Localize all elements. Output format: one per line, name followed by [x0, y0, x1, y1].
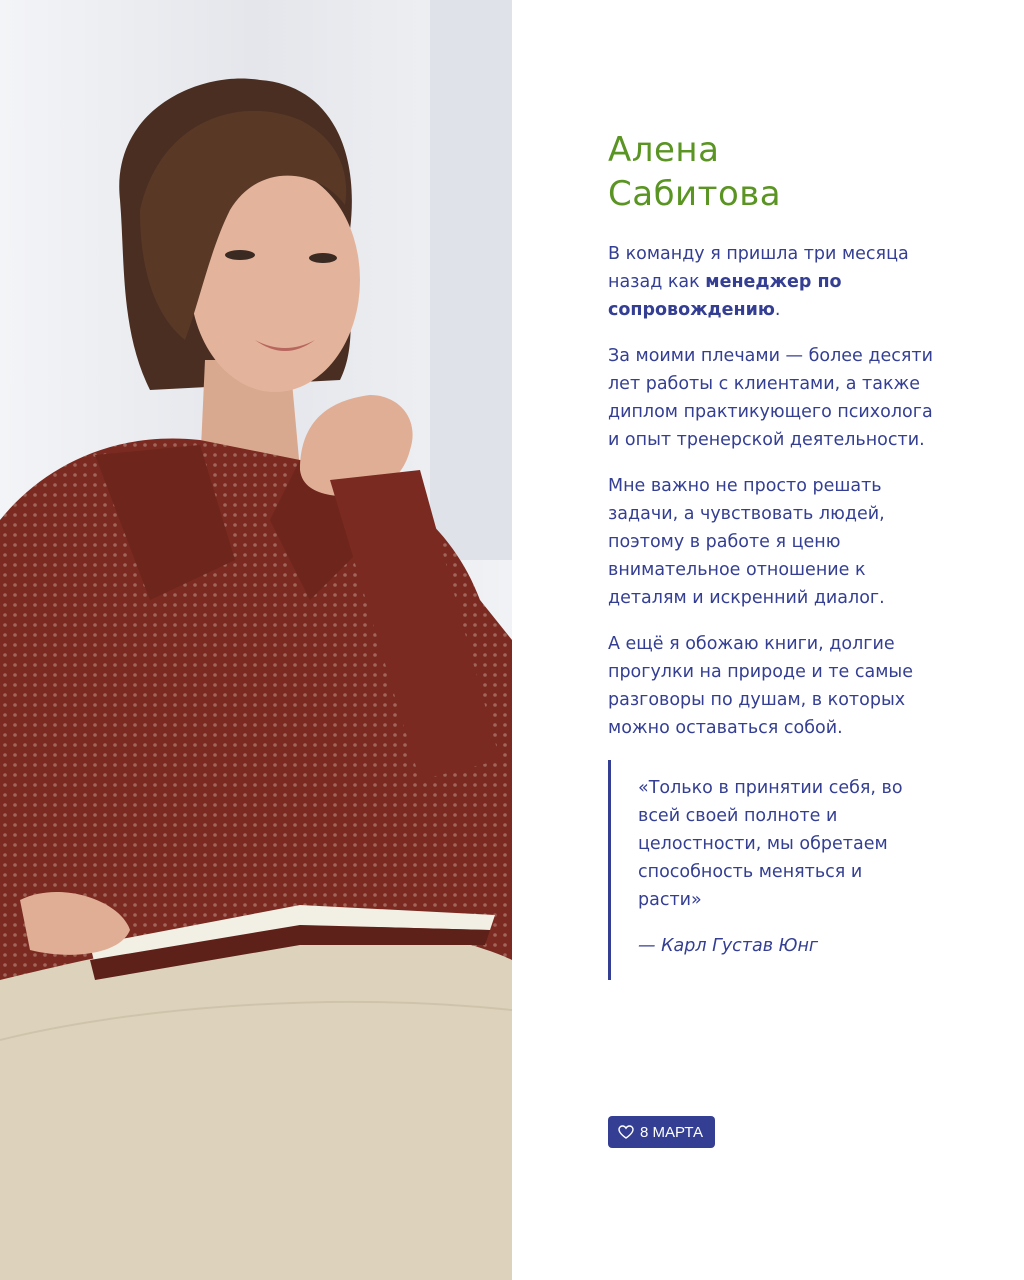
heart-icon [618, 1125, 634, 1139]
name-first: Алена [608, 130, 720, 170]
p1-role: менеджер по сопровождению [608, 272, 842, 320]
bio-content [608, 128, 938, 980]
bio-paragraph-3: Мне важно не просто решать задачи, а чувствовать людей, поэтому в работе я ценю внимательное отношение к деталям и искренний диалог. [608, 476, 885, 608]
p1-end: . [774, 300, 781, 320]
quote-block [608, 760, 928, 980]
name-last: Сабитова [608, 174, 782, 214]
p1-text: В команду я пришла три месяца назад как [608, 244, 909, 292]
quote-author: — Карл Густав Юнг [638, 936, 819, 956]
bio-paragraph-2: За моими плечами — более десяти лет работы с клиентами, а также диплом практикующего психолога и опыт тренерской деятельности. [608, 346, 933, 450]
badge-label: 8 МАРТА [640, 1123, 704, 1141]
bio-paragraph-1 [608, 240, 938, 324]
date-badge[interactable] [608, 1116, 715, 1148]
bio-paragraph-4: А ещё я обожаю книги, долгие прогулки на природе и те самые разговоры по душам, в которых можно оставаться собой. [608, 634, 913, 738]
person-name [608, 128, 938, 216]
quote-text: «Только в принятии себя, во всей своей полноте и целостности, мы обретаем способность меняться и расти» [638, 778, 903, 910]
